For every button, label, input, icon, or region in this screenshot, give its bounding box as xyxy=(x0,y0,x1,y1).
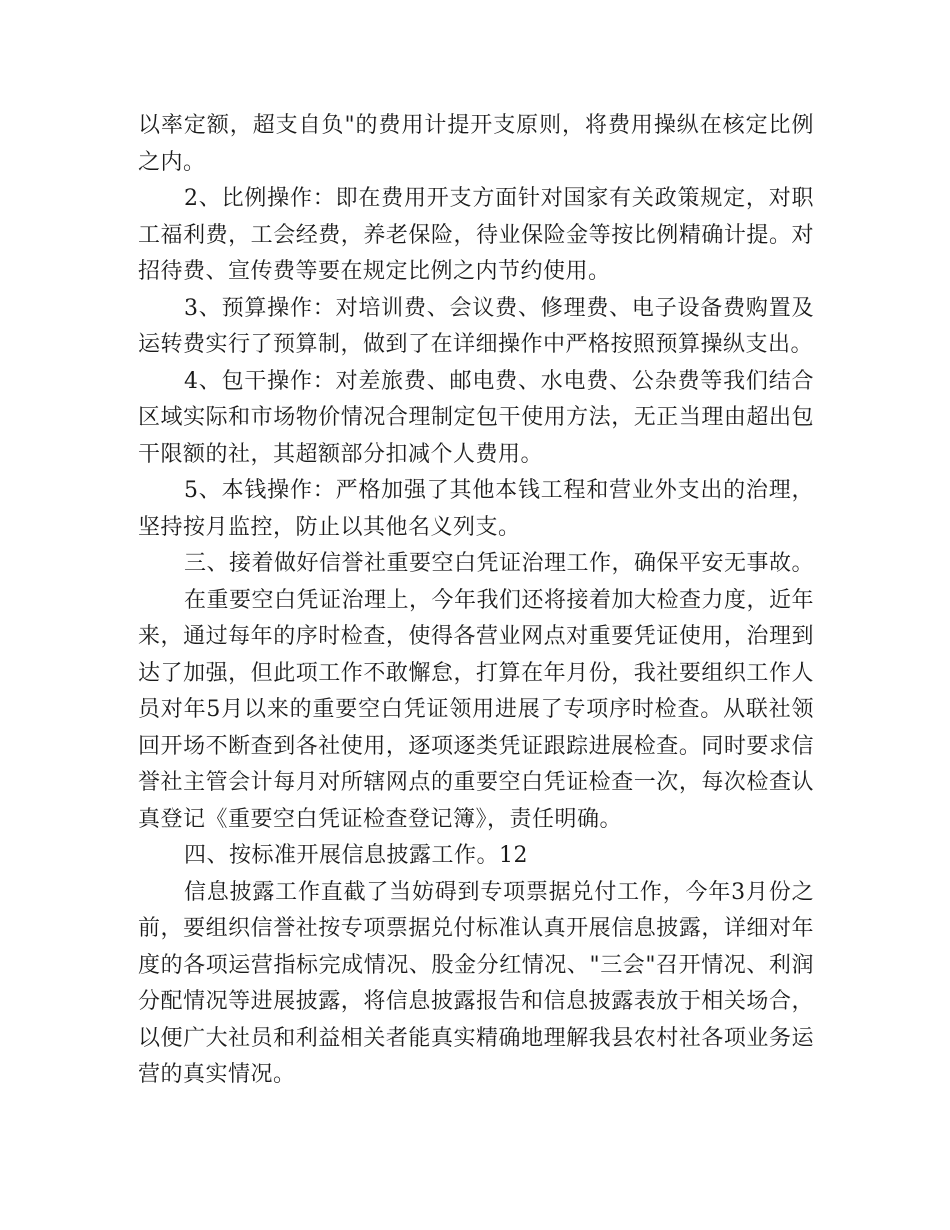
paragraph-continuation: 以率定额，超支自负"的费用计提开支原则，将费用操纵在核定比例之内。 xyxy=(138,113,814,175)
section-heading-4: 四、按标准开展信息披露工作。12 xyxy=(184,843,528,868)
paragraph-ratio-operation: 2、比例操作：即在费用开支方面针对国家有关政策规定，对职工福利费，工会经费，养老保险，待业保险金等按比例精确计提。对招待费、宣传费等要在规定比例之内节约使用。 xyxy=(138,186,814,284)
document-body xyxy=(138,108,814,1094)
paragraph-budget-operation: 3、预算操作：对培训费、会议费、修理费、电子设备费购置及运转费实行了预算制，做到了在详细操作中严格按照预算操纵支出。 xyxy=(138,295,814,357)
paragraph-lump-sum-operation: 4、包干操作：对差旅费、邮电费、水电费、公杂费等我们结合区域实际和市场物价情况合理制定包干使用方法，无正当理由超出包干限额的社，其超额部分扣减个人费用。 xyxy=(138,368,814,467)
paragraph-disclosure: 信息披露工作直截了当妨碍到专项票据兑付工作，今年3月份之前，要组织信誉社按专项票据兑付标准认真开展信息披露，详细对年度的各项运营指标完成情况、股金分红情况、"三会"召开情况、利润分配情况等进展披露，将信息披露报告和信息披露表放于相关场合，以便广大社员和利益相关者能真实精确地理解我县农村社各项业务运营的真实情况。 xyxy=(138,879,814,1087)
section-heading-3: 三、接着做好信誉社重要空白凭证治理工作，确保平安无事故。 xyxy=(184,551,815,576)
paragraph-cost-operation: 5、本钱操作：严格加强了其他本钱工程和营业外支出的治理，坚持按月监控，防止以其他名义列支。 xyxy=(138,478,814,540)
paragraph-blank-voucher: 在重要空白凭证治理上，今年我们还将接着加大检查力度，近年来，通过每年的序时检查，使得各营业网点对重要凭证使用，治理到达了加强，但此项工作不敢懈怠，打算在年月份，我社要组织工作人员对年5月以来的重要空白凭证领用进展了专项序时检查。从联社领回开场不断查到各社使用，逐项逐类凭证跟踪进展检查。同时要求信誉社主管会计每月对所辖网点的重要空白凭证检查一次，每次检查认真登记《重要空白凭证检查登记簿》，责任明确。 xyxy=(138,587,815,832)
